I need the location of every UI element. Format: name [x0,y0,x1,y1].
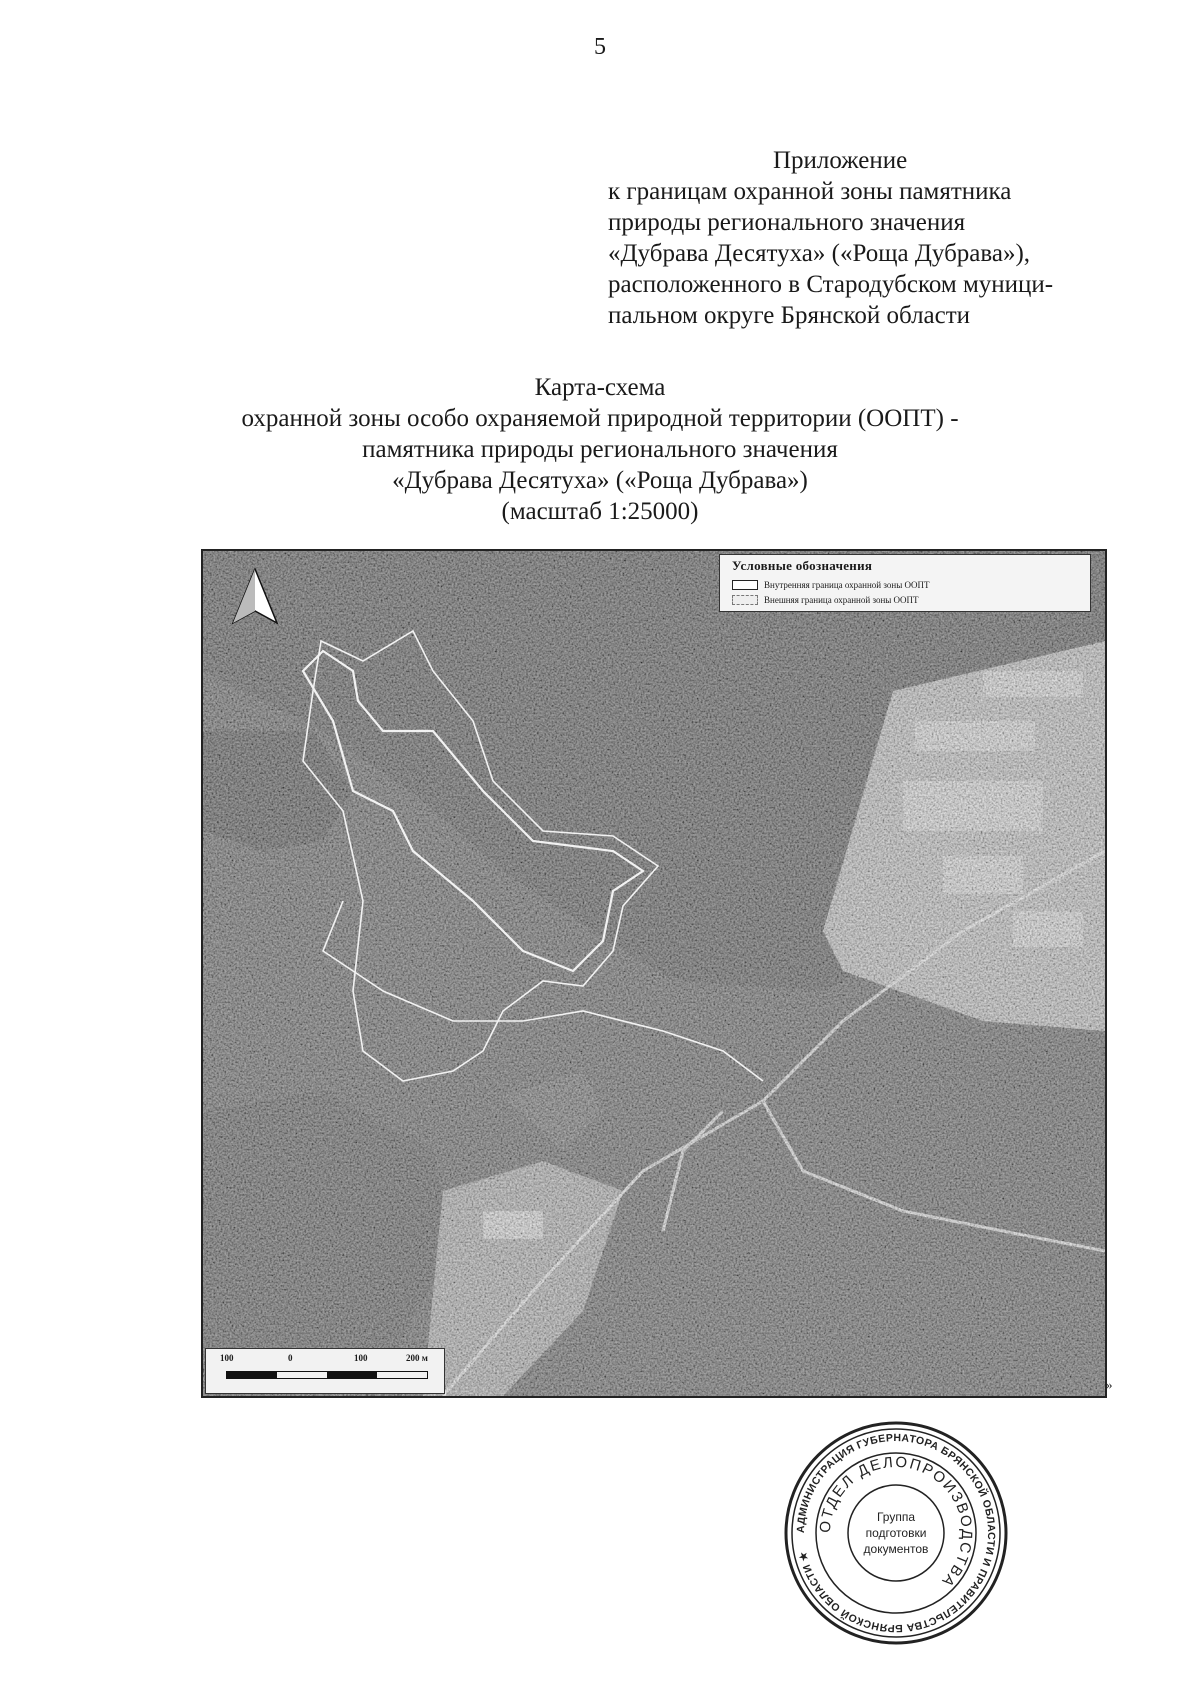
legend-item-outer [732,595,919,605]
legend-swatch-inner [732,580,758,590]
appendix-line: расположенного в Стародубском муници- [608,271,1054,298]
appendix-block [608,145,1168,331]
stamp-outer-text: АДМИНИСТРАЦИЯ ГУБЕРНАТОРА БРЯНСКОЙ ОБЛАСТИ И ПРАВИТЕЛЬСТВА БРЯНСКОЙ ОБЛАСТИ ★ [794,1431,998,1635]
title-line: Карта-схема [534,374,666,401]
map-scalebar [205,1348,445,1394]
legend-label: Внутренняя граница охранной зоны ООПТ [764,580,930,590]
map-image [201,549,1107,1398]
scale-label: 100 [220,1353,234,1363]
appendix-line: к границам охранной зоны памятника [608,178,1012,205]
corner-mark: » [1106,1377,1113,1392]
north-arrow-icon [225,567,285,631]
appendix-heading: Приложение [773,147,908,174]
legend-swatch-outer [732,595,758,605]
scale-bar [226,1371,428,1379]
appendix-line: природы регионального значения [608,209,966,236]
map-legend [719,554,1091,612]
page-number: 5 [594,34,606,60]
title-line: памятника природы регионального значения [362,436,838,463]
scale-label: 0 [288,1353,293,1363]
legend-title: Условные обозначения [732,558,873,573]
legend-item-inner [732,580,929,590]
scale-label: 200 м [406,1353,428,1363]
stamp-center-line: подготовки [865,1526,927,1540]
legend-label: Внешняя граница охранной зоны ООПТ [764,595,919,605]
stamp-inner-text: ОТДЕЛ ДЕЛОПРОИЗВОДСТВА [816,1453,976,1592]
title-line: (масштаб 1:25000) [501,498,699,525]
scale-label: 100 [354,1353,368,1363]
title-line: «Дубрава Десятуха» («Роща Дубрава») [392,467,808,494]
stamp-center-line: документов [863,1542,929,1556]
title-line: охранной зоны особо охраняемой природной территории (ООПТ) - [241,405,959,432]
appendix-line: пальном округе Брянской области [608,302,971,329]
map-title [0,372,1200,527]
stamp-center-line: Группа [876,1510,916,1524]
aerial-photo [203,551,1105,1396]
appendix-line: «Дубрава Десятуха» («Роща Дубрава»), [608,240,1031,267]
office-stamp [782,1419,1010,1647]
